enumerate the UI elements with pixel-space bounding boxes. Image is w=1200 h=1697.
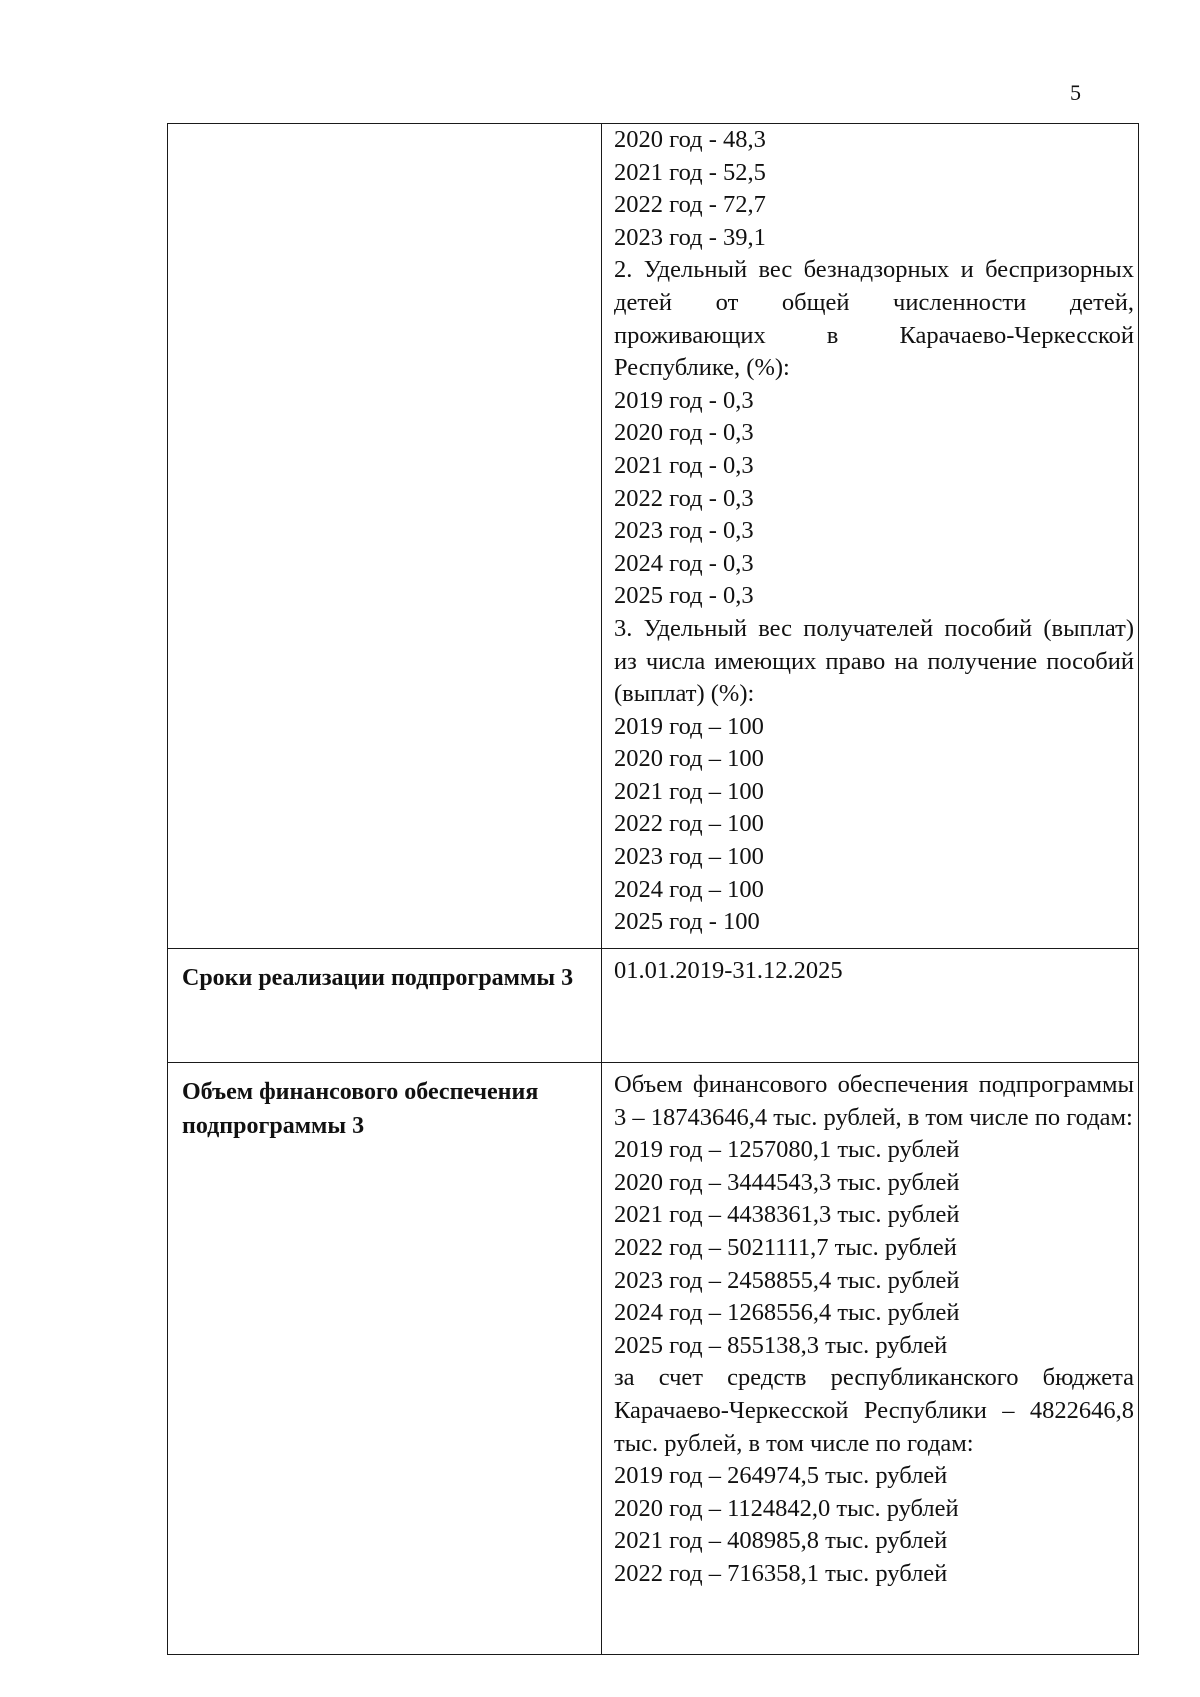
indicator3-value: 2019 год – 100 [614, 712, 764, 740]
financing-total-year: 2024 год – 1268556,4 тыс. рублей [614, 1299, 960, 1327]
indicator2-value: 2022 год - 0,3 [614, 484, 754, 512]
financing-intro: Объем финансового обеспечения подпрограммы 3 – 18743646,4 тыс. рублей, в том числе по годам: [614, 1071, 1134, 1131]
indicator2-value: 2019 год - 0,3 [614, 386, 754, 414]
indicator2-heading: 2. Удельный вес безнадзорных и беспризорных детей от общей численности детей, проживающих в Карачаево-Черкесской Республике, (%): [614, 256, 1134, 382]
indicator3-value: 2020 год – 100 [614, 745, 764, 773]
indicator2-value: 2023 год - 0,3 [614, 517, 754, 545]
financing-regional-year: 2019 год – 264974,5 тыс. рублей [614, 1462, 948, 1490]
indicator2-value: 2020 год - 0,3 [614, 419, 754, 447]
financing-total-year: 2020 год – 3444543,3 тыс. рублей [614, 1168, 960, 1196]
indicator1-value: 2022 год - 72,7 [614, 191, 766, 219]
indicator3-value: 2021 год – 100 [614, 777, 764, 805]
financing-row [168, 1063, 1139, 1655]
terms-label: Сроки реализации подпрограммы 3 [168, 949, 602, 1063]
financing-regional-year: 2022 год – 716358,1 тыс. рублей [614, 1559, 948, 1587]
indicator2-value: 2021 год - 0,3 [614, 451, 754, 479]
financing-total-year: 2023 год – 2458855,4 тыс. рублей [614, 1266, 960, 1294]
indicators-value-cell [602, 124, 1139, 949]
indicator3-heading: 3. Удельный вес получателей пособий (выплат) из числа имеющих право на получение пособий (выплат) (%): [614, 614, 1134, 708]
indicator3-value: 2023 год – 100 [614, 843, 764, 871]
financing-regional-year: 2020 год – 1124842,0 тыс. рублей [614, 1494, 959, 1522]
terms-row [168, 949, 1139, 1063]
indicator1-value: 2020 год - 48,3 [614, 126, 766, 153]
passport-table [167, 123, 1139, 1655]
indicator3-value: 2022 год – 100 [614, 810, 764, 838]
terms-value [602, 949, 1139, 1063]
terms-value-text: 01.01.2019-31.12.2025 [614, 957, 843, 984]
indicator1-value: 2021 год - 52,5 [614, 158, 766, 186]
financing-total-year: 2022 год – 5021111,7 тыс. рублей [614, 1233, 957, 1261]
indicators-row [168, 124, 1139, 949]
financing-total-year: 2025 год – 855138,3 тыс. рублей [614, 1331, 948, 1359]
indicator1-value: 2023 год - 39,1 [614, 223, 766, 251]
indicators-label-cell [168, 124, 602, 949]
financing-label: Объем финансового обеспечения подпрограммы 3 [168, 1063, 602, 1655]
page-number: 5 [1070, 80, 1081, 105]
financing-total-year: 2019 год – 1257080,1 тыс. рублей [614, 1136, 960, 1164]
financing-regional-year: 2021 год – 408985,8 тыс. рублей [614, 1527, 948, 1555]
financing-value-cell [602, 1063, 1139, 1655]
financing-regional-intro: за счет средств республиканского бюджета Карачаево-Черкесской Республики – 4822646,8 тыс. рублей, в том числе по годам: [614, 1364, 1134, 1457]
indicator2-value: 2025 год - 0,3 [614, 582, 754, 610]
financing-total-year: 2021 год – 4438361,3 тыс. рублей [614, 1201, 960, 1229]
indicator2-value: 2024 год - 0,3 [614, 549, 754, 577]
indicator3-value: 2025 год - 100 [614, 908, 760, 936]
indicator3-value: 2024 год – 100 [614, 875, 764, 903]
